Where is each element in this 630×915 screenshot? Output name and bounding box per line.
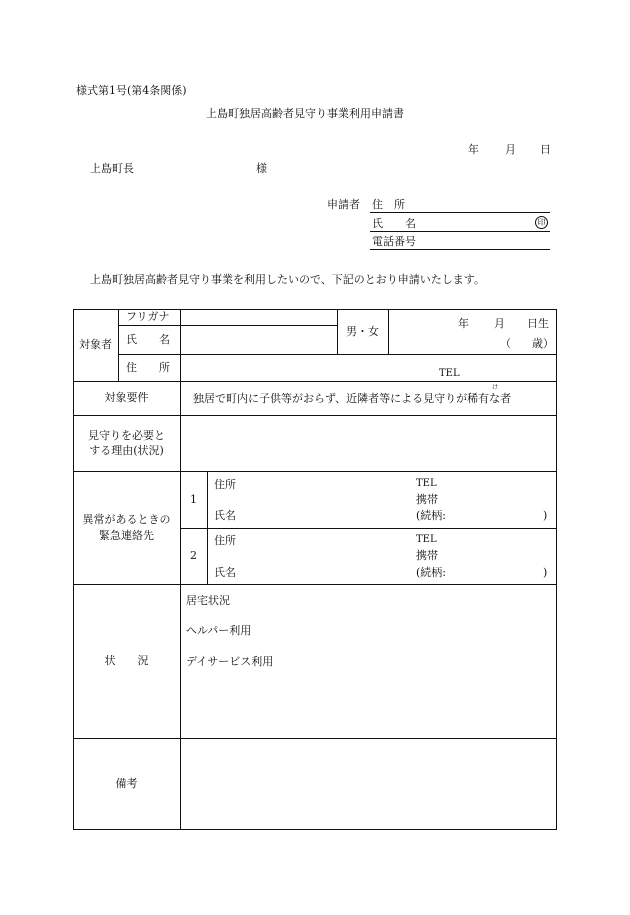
requirement-text-before: 独居で町内に子供等がおらず、近隣者等による見守りが: [193, 392, 468, 405]
contact-2-name-label: 氏名: [214, 566, 236, 579]
age-close: 歳）: [532, 337, 554, 350]
addressee-suffix: 様: [256, 162, 267, 175]
reason-label-line2: する理由(状況): [89, 444, 164, 457]
applicant-label: 申請者: [327, 198, 360, 211]
date-year: 年: [468, 143, 479, 156]
contact-2-relation-label: (続柄:: [416, 566, 446, 579]
contact-2-relation-close: ): [543, 566, 548, 579]
intro-text: 上島町独居高齢者見守り事業を利用したいので、下記のとおり申請いたします。: [90, 273, 485, 286]
emergency-label-line1: 異常があるときの: [82, 513, 171, 527]
emergency-label: [73, 471, 180, 584]
birth-day: 日生: [527, 317, 549, 330]
contact-2-address-label: 住所: [214, 534, 236, 547]
requirement-rare: 稀: [467, 392, 479, 405]
gender-field[interactable]: 男・女: [346, 324, 379, 338]
contact-1-address-label: 住所: [214, 478, 236, 491]
contact-1-relation-label: (続柄:: [416, 509, 446, 522]
contact-1-tel-label: TEL: [416, 478, 437, 489]
requirement-text-after: 有な者: [478, 392, 512, 405]
applicant-phone-label: 電話番号: [372, 235, 416, 248]
birth-month: 月: [494, 317, 505, 330]
emergency-label-line2: 緊急連絡先: [99, 528, 154, 542]
subject-address-label: 住 所: [126, 361, 170, 374]
addressee: 上島町長: [90, 162, 134, 175]
age-open: （: [500, 337, 511, 350]
reason-label: [73, 415, 180, 471]
contact-2-mobile-label: 携帯: [416, 549, 438, 562]
subject-label: 対象者: [79, 338, 112, 352]
contact-1-number: 1: [190, 492, 197, 506]
contact-1-name-label: 氏名: [214, 509, 236, 522]
reason-label-line1: 見守りを必要と: [88, 428, 165, 442]
contact-1-relation-close: ): [543, 509, 548, 522]
contact-2-number: 2: [190, 549, 197, 563]
subject-tel-label: TEL: [439, 368, 460, 379]
status-item-helper: ヘルパー利用: [186, 624, 252, 637]
contact-1-mobile-label: 携帯: [416, 493, 438, 506]
requirement-text: [193, 393, 511, 404]
form-number: 様式第1号(第4条関係): [76, 84, 187, 97]
date-month: 月: [505, 143, 516, 156]
contact-2-tel-label: TEL: [416, 534, 437, 545]
form-title: 上島町独居高齢者見守り事業利用申請書: [206, 107, 404, 120]
applicant-name-line: [370, 231, 550, 232]
applicant-address-label: 住 所: [372, 198, 405, 211]
requirement-ruby: け: [492, 384, 499, 391]
applicant-name-label: 氏 名: [372, 217, 416, 230]
status-item-home: 居宅状況: [186, 594, 230, 607]
requirement-label: 対象要件: [104, 391, 149, 405]
birth-year: 年: [458, 317, 469, 330]
status-item-dayservice: デイサービス利用: [186, 655, 274, 668]
date-day: 日: [540, 143, 551, 156]
remarks-label: 備考: [115, 776, 138, 790]
status-label: 状 況: [104, 654, 149, 668]
applicant-phone-line: [370, 249, 550, 250]
seal-mark: 印: [535, 216, 548, 229]
subject-name-label: 氏 名: [126, 333, 170, 346]
applicant-address-line: [370, 212, 550, 213]
furigana-label: フリガナ: [126, 310, 170, 323]
